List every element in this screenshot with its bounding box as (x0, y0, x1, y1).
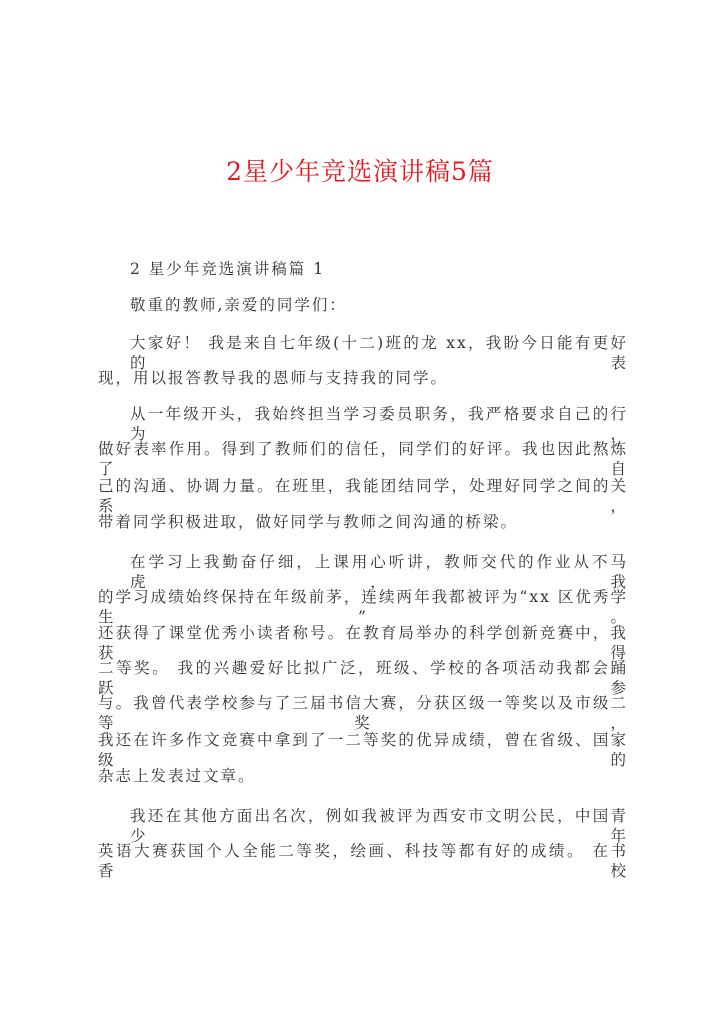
text-line: 的学习成绩始终保持在年级前茅，连续两年我都被评为“xx 区优秀学生”。 (98, 588, 628, 626)
text-line: 英语大赛获国个人全能二等奖，绘画、科技等都有好的成绩。 在书香校 (98, 842, 628, 880)
text-line: 与。我曾代表学校参与了三届书信大赛，分获区级一等奖以及市级二等奖， (98, 694, 628, 732)
text-line: 我还在其他方面出名次，例如我被评为西安市文明公民，中国青少年 (130, 807, 628, 845)
text-line: 杂志上发表过文章。 (98, 767, 256, 785)
text-line: 二等奖。 我的兴趣爱好比拟广泛，班级、学校的各项活动我都会踊跃参 (98, 659, 628, 697)
text-line: 从一年级开头，我始终担当学习委员职务，我严格要求自己的行为， (130, 405, 628, 443)
text-line: 大家好！ 我是来自七年级(十二)班的龙 xx，我盼今日能有更好的表 (130, 334, 628, 372)
text-line: 带着同学积极进取，做好同学与教师之间沟通的桥梁。 (98, 513, 519, 531)
text-line: 己的沟通、协调力量。在班里，我能团结同学，处理好同学之间的关系， (98, 477, 628, 515)
text-line: 我还在许多作文竞赛中拿到了一二等奖的优异成绩，曾在省级、国家级的 (98, 731, 628, 769)
section-heading: 2 星少年竞选演讲稿篇 1 (130, 260, 326, 278)
salutation: 敬重的教师,亲爱的同学们： (130, 296, 347, 314)
text-line: 还获得了课堂优秀小读者称号。在教育局举办的科学创新竞赛中，我获得 (98, 624, 628, 662)
text-line: 现，用以报答教导我的恩师与支持我的同学。 (98, 369, 449, 387)
document-title: 2星少年竞选演讲稿5篇 (226, 157, 494, 186)
text-line: 做好表率作用。得到了教师们的信任，同学们的好评。我也因此熬炼了自 (98, 440, 628, 478)
text-line: 在学习上我勤奋仔细，上课用心听讲，教师交代的作业从不马虎，我 (130, 553, 628, 591)
